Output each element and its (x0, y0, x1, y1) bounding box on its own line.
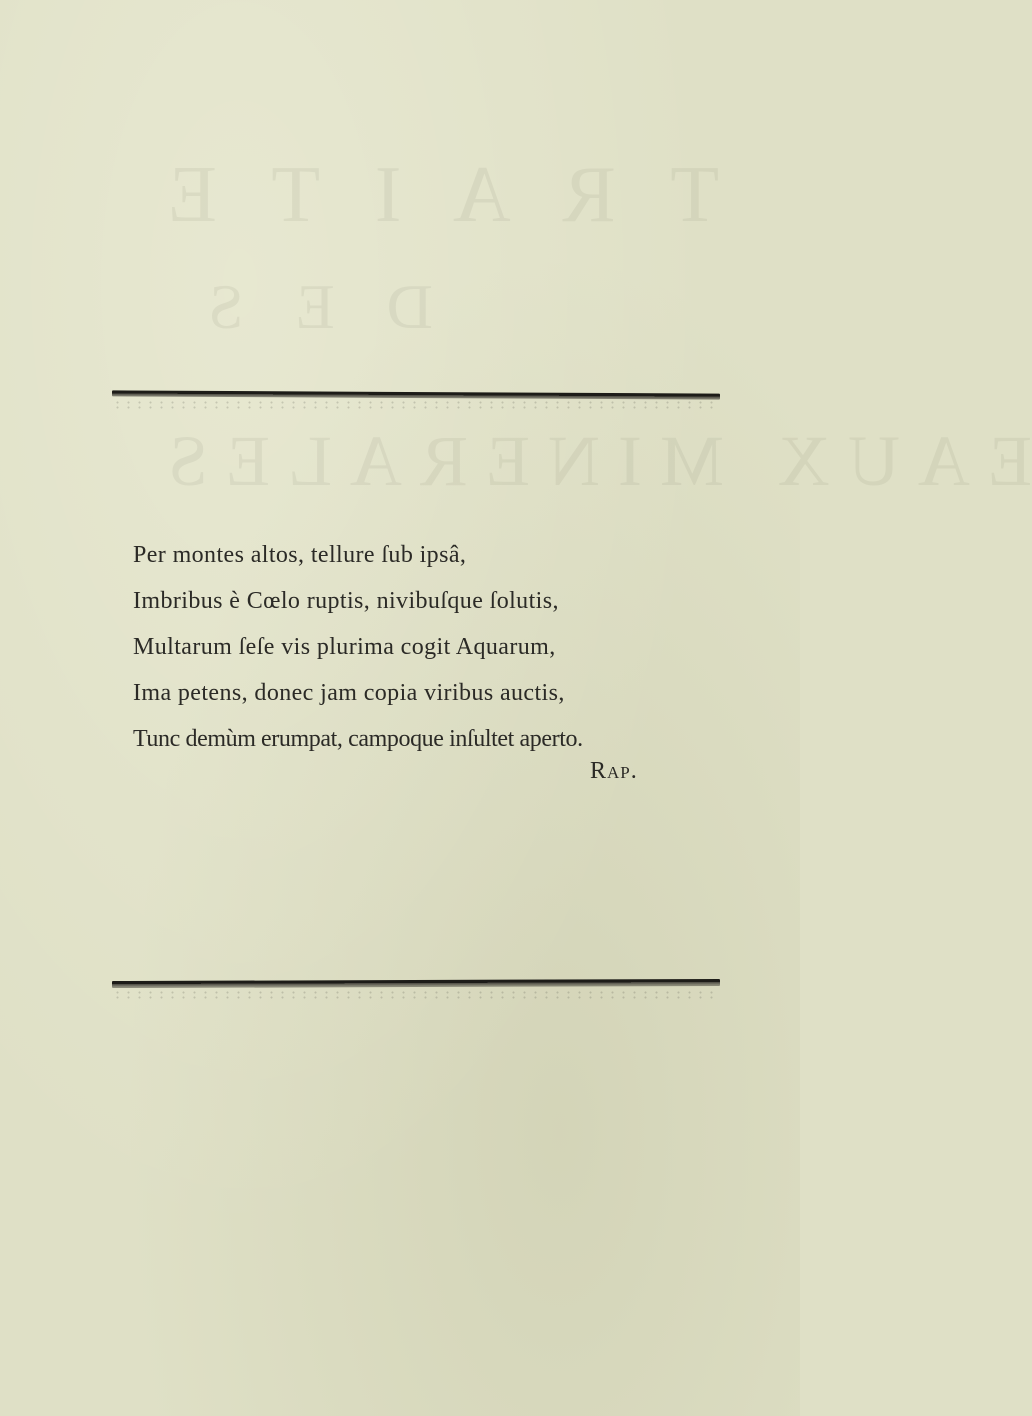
verse-line: Ima petens, donec jam copia viribus auctis, (133, 680, 565, 706)
top-rule (112, 390, 720, 399)
verse-line: Tunc demùm erumpat, campoque inſultet aperto. (133, 726, 583, 752)
bottom-rule (112, 979, 720, 988)
epigraph-verse (133, 532, 733, 762)
bottom-rule-ornament (112, 990, 720, 1000)
show-through-text: EAUX MINERALES (150, 421, 1032, 501)
verse-line: Imbribus è Cœlo ruptis, nivibuſque ſolutis, (133, 588, 559, 614)
top-rule-ornament (112, 400, 720, 410)
epigraph-attribution: Rap. (590, 758, 638, 784)
verse-line: Multarum ſeſe vis plurima cogit Aquarum, (133, 634, 556, 660)
show-through-text: T R A I T E (150, 151, 720, 239)
show-through-text: D E S (190, 271, 433, 342)
verse-line: Per montes altos, tellure ſub ipsâ, (133, 542, 467, 568)
